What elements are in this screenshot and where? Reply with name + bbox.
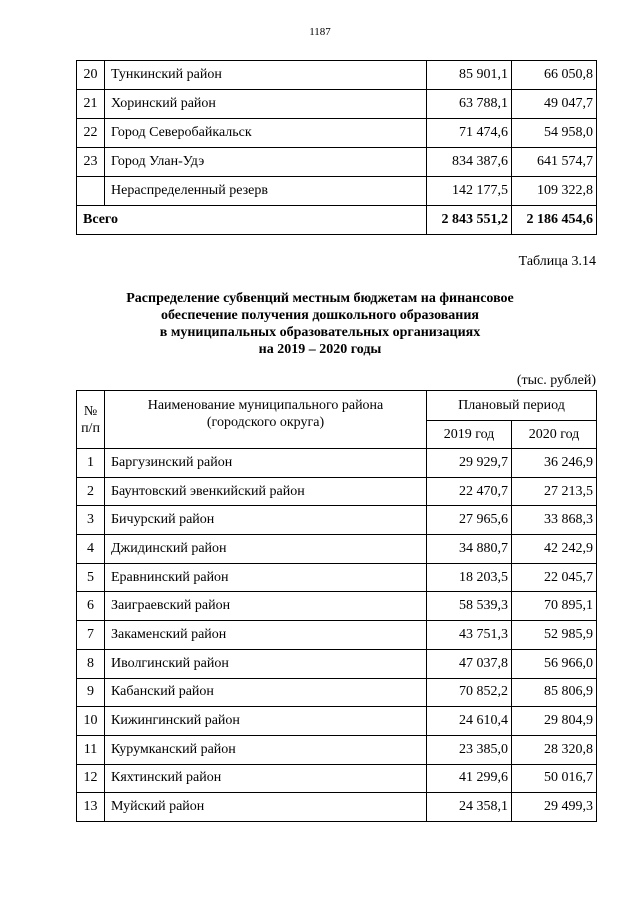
table-row (77, 621, 597, 650)
table-row (77, 649, 597, 678)
total-row (77, 206, 597, 235)
table-row (77, 707, 597, 736)
row-number: 13 (77, 793, 105, 822)
row-number: 7 (77, 621, 105, 650)
value-2020: 52 985,9 (512, 621, 597, 650)
table-row (77, 119, 597, 148)
district-name: Баргузинский район (105, 449, 427, 478)
district-name: Бичурский район (105, 506, 427, 535)
table-row (77, 506, 597, 535)
district-name: Закаменский район (105, 621, 427, 650)
row-number: 9 (77, 678, 105, 707)
district-name: Курумканский район (105, 735, 427, 764)
table-title (80, 290, 560, 358)
row-number: 11 (77, 735, 105, 764)
row-number: 5 (77, 563, 105, 592)
value-2019: 22 470,7 (427, 477, 512, 506)
value-2019: 43 751,3 (427, 621, 512, 650)
value-2020: 29 499,3 (512, 793, 597, 822)
value-2019: 18 203,5 (427, 563, 512, 592)
page-number: 1187 (309, 26, 331, 38)
value-2019: 85 901,1 (427, 61, 512, 90)
value-2019: 27 965,6 (427, 506, 512, 535)
table-row (77, 793, 597, 822)
district-name: Муйский район (105, 793, 427, 822)
value-2019: 71 474,6 (427, 119, 512, 148)
table-row (77, 148, 597, 177)
value-2019: 834 387,6 (427, 148, 512, 177)
table-row (77, 449, 597, 478)
table-row (77, 735, 597, 764)
title-line: в муниципальных образовательных организациях (159, 325, 481, 340)
value-2019: 47 037,8 (427, 649, 512, 678)
value-2020: 42 242,9 (512, 535, 597, 564)
district-name: Еравнинский район (105, 563, 427, 592)
table-row (77, 563, 597, 592)
district-name: Заиграевский район (105, 592, 427, 621)
row-number: 10 (77, 707, 105, 736)
value-2019: 142 177,5 (427, 177, 512, 206)
row-number: 21 (77, 90, 105, 119)
value-2020: 29 804,9 (512, 707, 597, 736)
value-2020: 85 806,9 (512, 678, 597, 707)
value-2019: 41 299,6 (427, 764, 512, 793)
header-num-text: № п/п (81, 403, 100, 436)
district-name: Баунтовский эвенкийский район (105, 477, 427, 506)
value-2019: 34 880,7 (427, 535, 512, 564)
continued-table (76, 60, 597, 235)
row-number: 12 (77, 764, 105, 793)
district-name: Нераспределенный резерв (105, 177, 427, 206)
value-2020: 49 047,7 (512, 90, 597, 119)
header-2019: 2019 год (427, 421, 512, 449)
value-2020: 28 320,8 (512, 735, 597, 764)
table-row (77, 90, 597, 119)
title-line: на 2019 – 2020 годы (258, 342, 382, 357)
value-2020: 66 050,8 (512, 61, 597, 90)
title-line: обеспечение получения дошкольного образования (160, 308, 480, 323)
district-name: Хоринский район (105, 90, 427, 119)
value-2020: 27 213,5 (512, 477, 597, 506)
district-name: Кабанский район (105, 678, 427, 707)
district-name: Кижингинский район (105, 707, 427, 736)
table-row (77, 678, 597, 707)
value-2020: 50 016,7 (512, 764, 597, 793)
header-2020: 2020 год (512, 421, 597, 449)
row-number: 22 (77, 119, 105, 148)
value-2020: 22 045,7 (512, 563, 597, 592)
table-row (77, 477, 597, 506)
district-name: Кяхтинский район (105, 764, 427, 793)
value-2020: 56 966,0 (512, 649, 597, 678)
subventions-table (76, 390, 597, 822)
value-2020: 36 246,9 (512, 449, 597, 478)
table-row (77, 592, 597, 621)
table-row (77, 535, 597, 564)
row-number: 6 (77, 592, 105, 621)
header-num (77, 391, 105, 449)
row-number: 1 (77, 449, 105, 478)
row-number: 20 (77, 61, 105, 90)
value-2019: 23 385,0 (427, 735, 512, 764)
value-2019: 63 788,1 (427, 90, 512, 119)
row-number: 4 (77, 535, 105, 564)
district-name: Тункинский район (105, 61, 427, 90)
value-2019: 29 929,7 (427, 449, 512, 478)
row-number: 23 (77, 148, 105, 177)
value-2020: 109 322,8 (512, 177, 597, 206)
value-2020: 33 868,3 (512, 506, 597, 535)
total-2019: 2 843 551,2 (427, 206, 512, 235)
value-2019: 58 539,3 (427, 592, 512, 621)
value-2020: 641 574,7 (512, 148, 597, 177)
title-line: Распределение субвенций местным бюджетам на финансовое (126, 291, 514, 306)
units-note: (тыс. рублей) (516, 373, 596, 388)
row-number: 8 (77, 649, 105, 678)
district-name: Иволгинский район (105, 649, 427, 678)
table-row (77, 177, 597, 206)
value-2020: 54 958,0 (512, 119, 597, 148)
table-row (77, 764, 597, 793)
table-row (77, 61, 597, 90)
district-name: Джидинский район (105, 535, 427, 564)
district-name: Город Северобайкальск (105, 119, 427, 148)
row-number (77, 177, 105, 206)
row-number: 3 (77, 506, 105, 535)
value-2019: 24 358,1 (427, 793, 512, 822)
table-label: Таблица 3.14 (518, 254, 596, 269)
header-name (105, 391, 427, 449)
row-number: 2 (77, 477, 105, 506)
value-2019: 24 610,4 (427, 707, 512, 736)
total-2020: 2 186 454,6 (512, 206, 597, 235)
total-label: Всего (77, 206, 427, 235)
value-2020: 70 895,1 (512, 592, 597, 621)
district-name: Город Улан-Удэ (105, 148, 427, 177)
value-2019: 70 852,2 (427, 678, 512, 707)
header-period: Плановый период (427, 391, 597, 421)
header-name-text: Наименование муниципального района (городского округа) (147, 398, 384, 430)
